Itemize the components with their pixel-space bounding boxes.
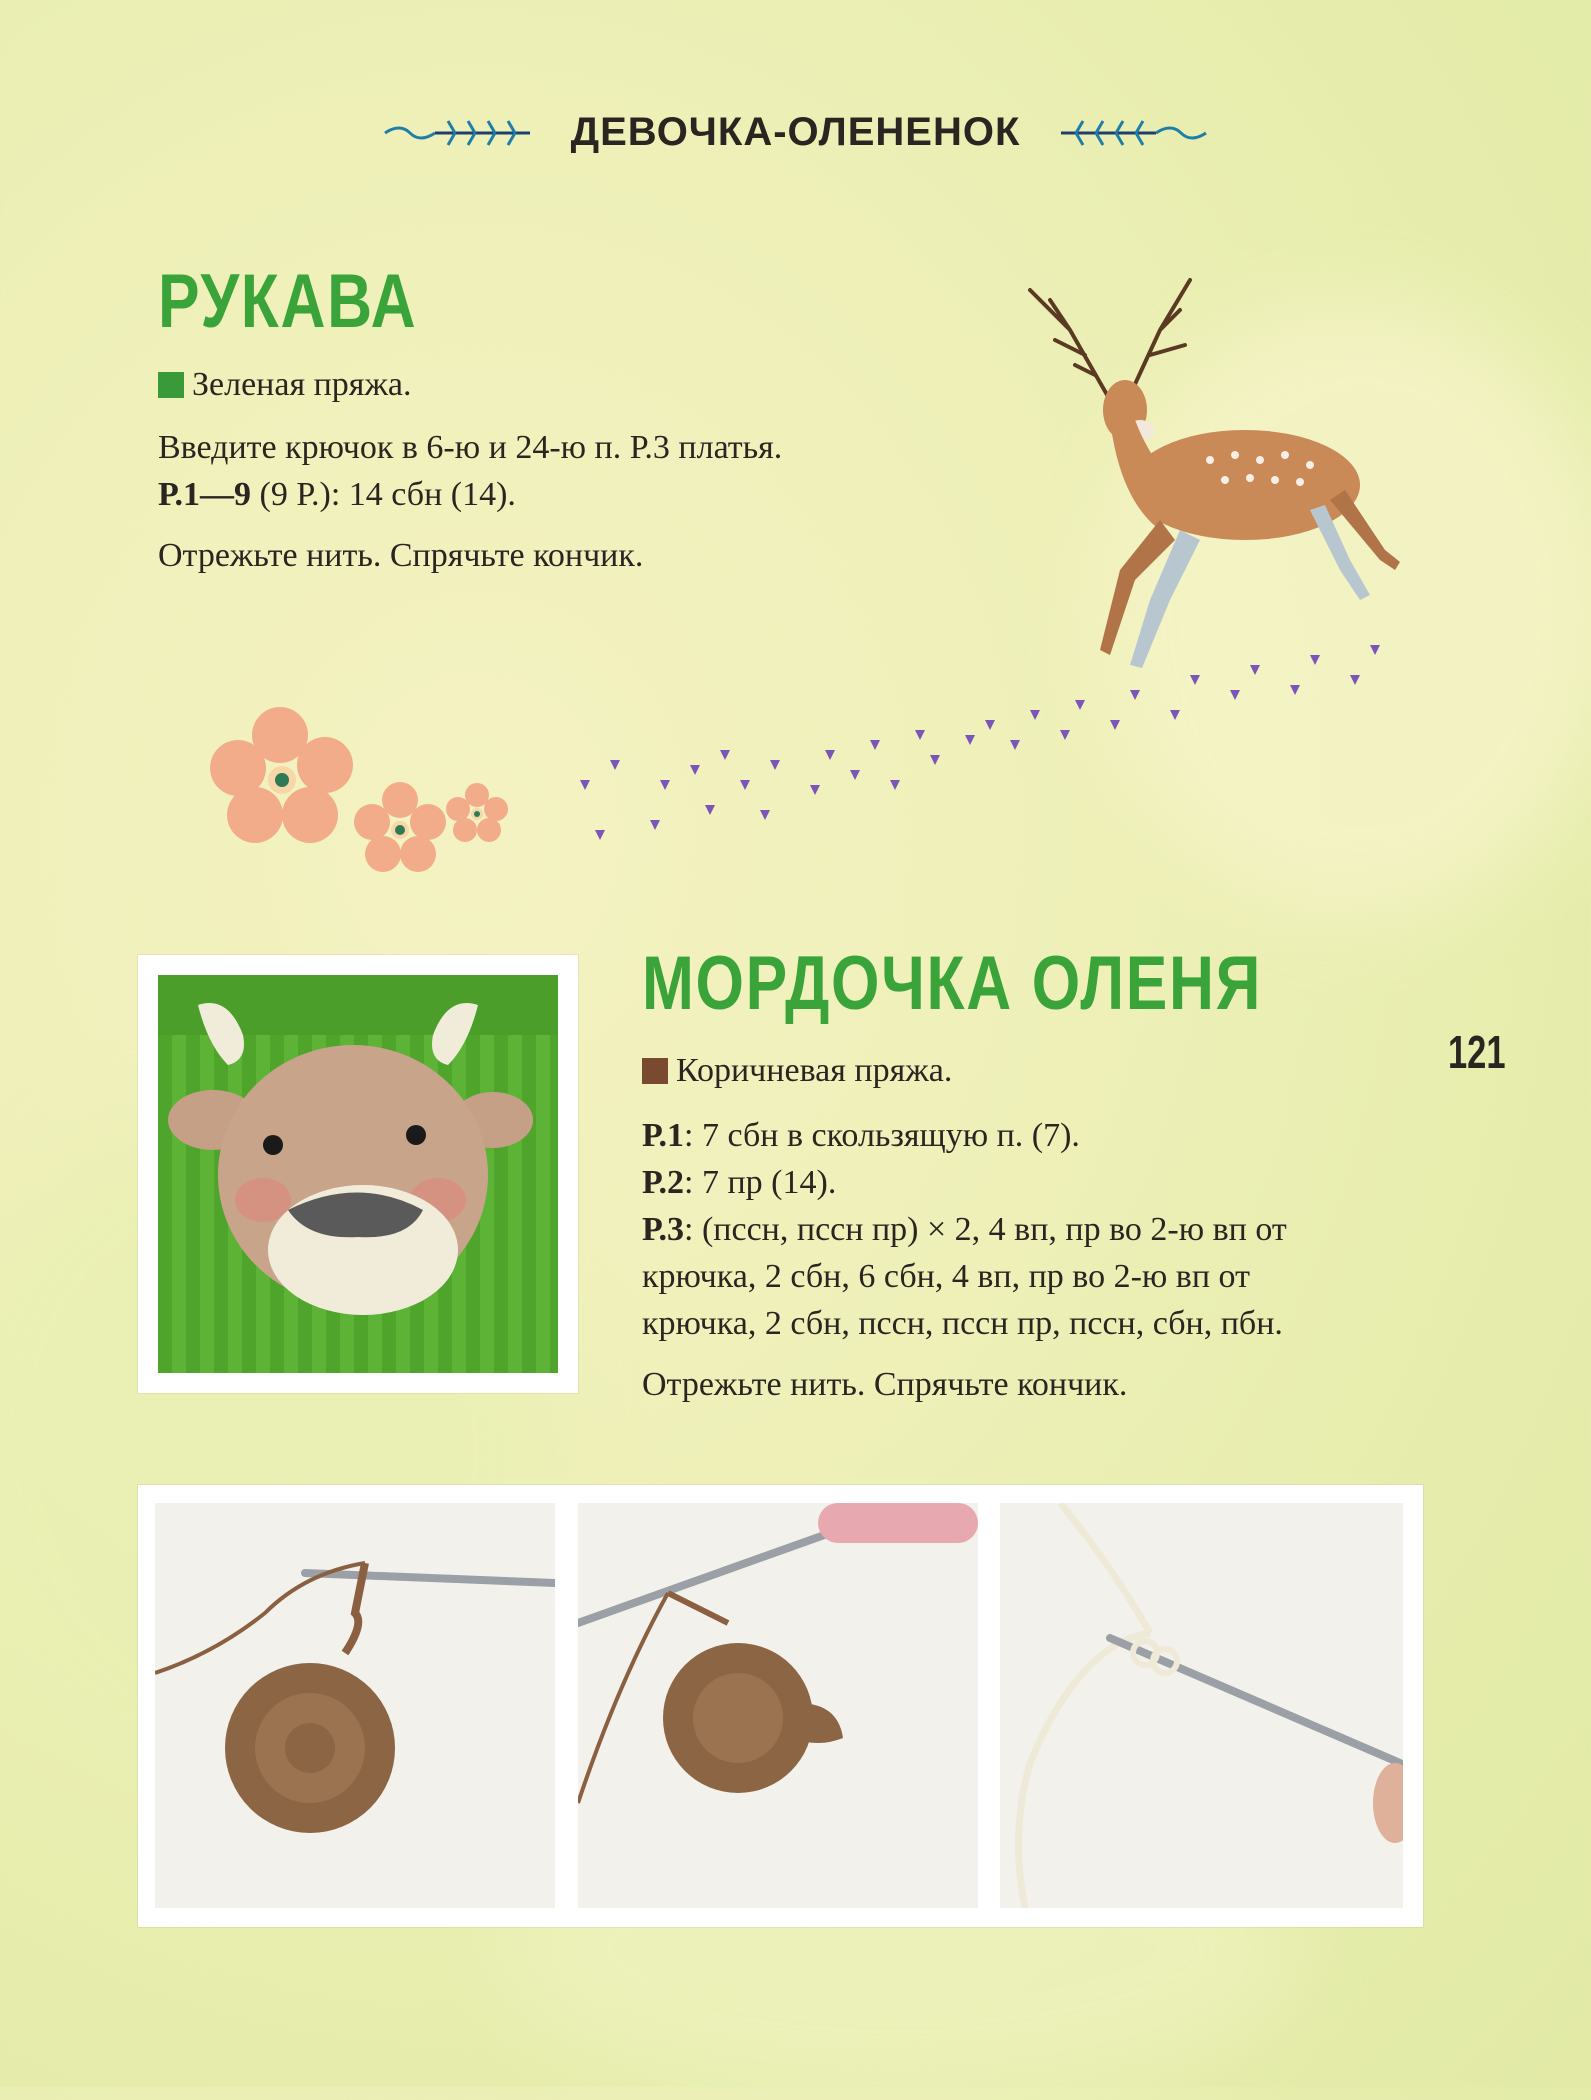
step-photo-1 bbox=[155, 1503, 555, 1908]
muzzle-row-3 bbox=[642, 1206, 1422, 1253]
muzzle-title: МОРДОЧКА ОЛЕНЯ bbox=[642, 941, 1263, 1026]
step-photo-3 bbox=[1000, 1503, 1403, 1908]
muzzle-row-2-text: : 7 пр (14). bbox=[684, 1164, 837, 1201]
muzzle-row-2-label: Р.2 bbox=[642, 1164, 685, 1201]
muzzle-row-3-text: : (пссн, пссн пр) × 2, 4 вп, пр во 2-ю вп от bbox=[684, 1211, 1287, 1248]
page-number: 121 bbox=[1448, 1026, 1506, 1078]
sleeves-row-text: (9 Р.): 14 сбн (14). bbox=[251, 476, 516, 513]
sleeves-title: РУКАВА bbox=[158, 259, 418, 344]
running-header bbox=[0, 110, 1591, 155]
muzzle-finish: Отрежьте нить. Спрячьте кончик. bbox=[642, 1366, 1128, 1403]
flowers-decoration bbox=[200, 690, 520, 890]
muzzle-instructions bbox=[642, 1112, 1422, 1408]
sleeves-row-label: Р.1—9 bbox=[158, 476, 252, 513]
right-sprig-icon bbox=[1051, 113, 1211, 153]
muzzle-row-1-label: Р.1 bbox=[642, 1117, 685, 1154]
sleeves-yarn-label: Зеленая пряжа. bbox=[192, 366, 412, 403]
deer-illustration bbox=[1010, 270, 1410, 690]
muzzle-yarn-note bbox=[642, 1052, 952, 1090]
sleeves-instructions bbox=[158, 424, 958, 579]
sleeves-yarn-note bbox=[158, 366, 412, 404]
muzzle-row-1 bbox=[642, 1112, 1422, 1159]
green-yarn-swatch bbox=[158, 372, 184, 398]
muzzle-yarn-label: Коричневая пряжа. bbox=[676, 1052, 953, 1089]
step-photo-2 bbox=[578, 1503, 978, 1908]
sleeves-row bbox=[158, 471, 958, 518]
header-title: ДЕВОЧКА-ОЛЕНЕНОК bbox=[570, 110, 1021, 154]
left-sprig-icon bbox=[380, 113, 540, 153]
muzzle-photo bbox=[158, 975, 558, 1373]
muzzle-row-2 bbox=[642, 1159, 1422, 1206]
sleeves-finish: Отрежьте нить. Спрячьте кончик. bbox=[158, 537, 644, 574]
brown-yarn-swatch bbox=[642, 1058, 668, 1084]
sleeves-line1: Введите крючок в 6-ю и 24-ю п. Р.3 платья. bbox=[158, 429, 783, 466]
muzzle-row-1-text: : 7 сбн в скользящую п. (7). bbox=[684, 1117, 1080, 1154]
footprints-decoration bbox=[570, 630, 1430, 850]
muzzle-row-3-label: Р.3 bbox=[642, 1211, 685, 1248]
muzzle-row-3-cont1: крючка, 2 сбн, 6 сбн, 4 вп, пр во 2-ю вп от bbox=[642, 1258, 1250, 1295]
deer-head-crochet-image bbox=[158, 975, 558, 1373]
muzzle-row-3-cont2: крючка, 2 сбн, пссн, пссн пр, пссн, сбн, пбн. bbox=[642, 1305, 1283, 1342]
